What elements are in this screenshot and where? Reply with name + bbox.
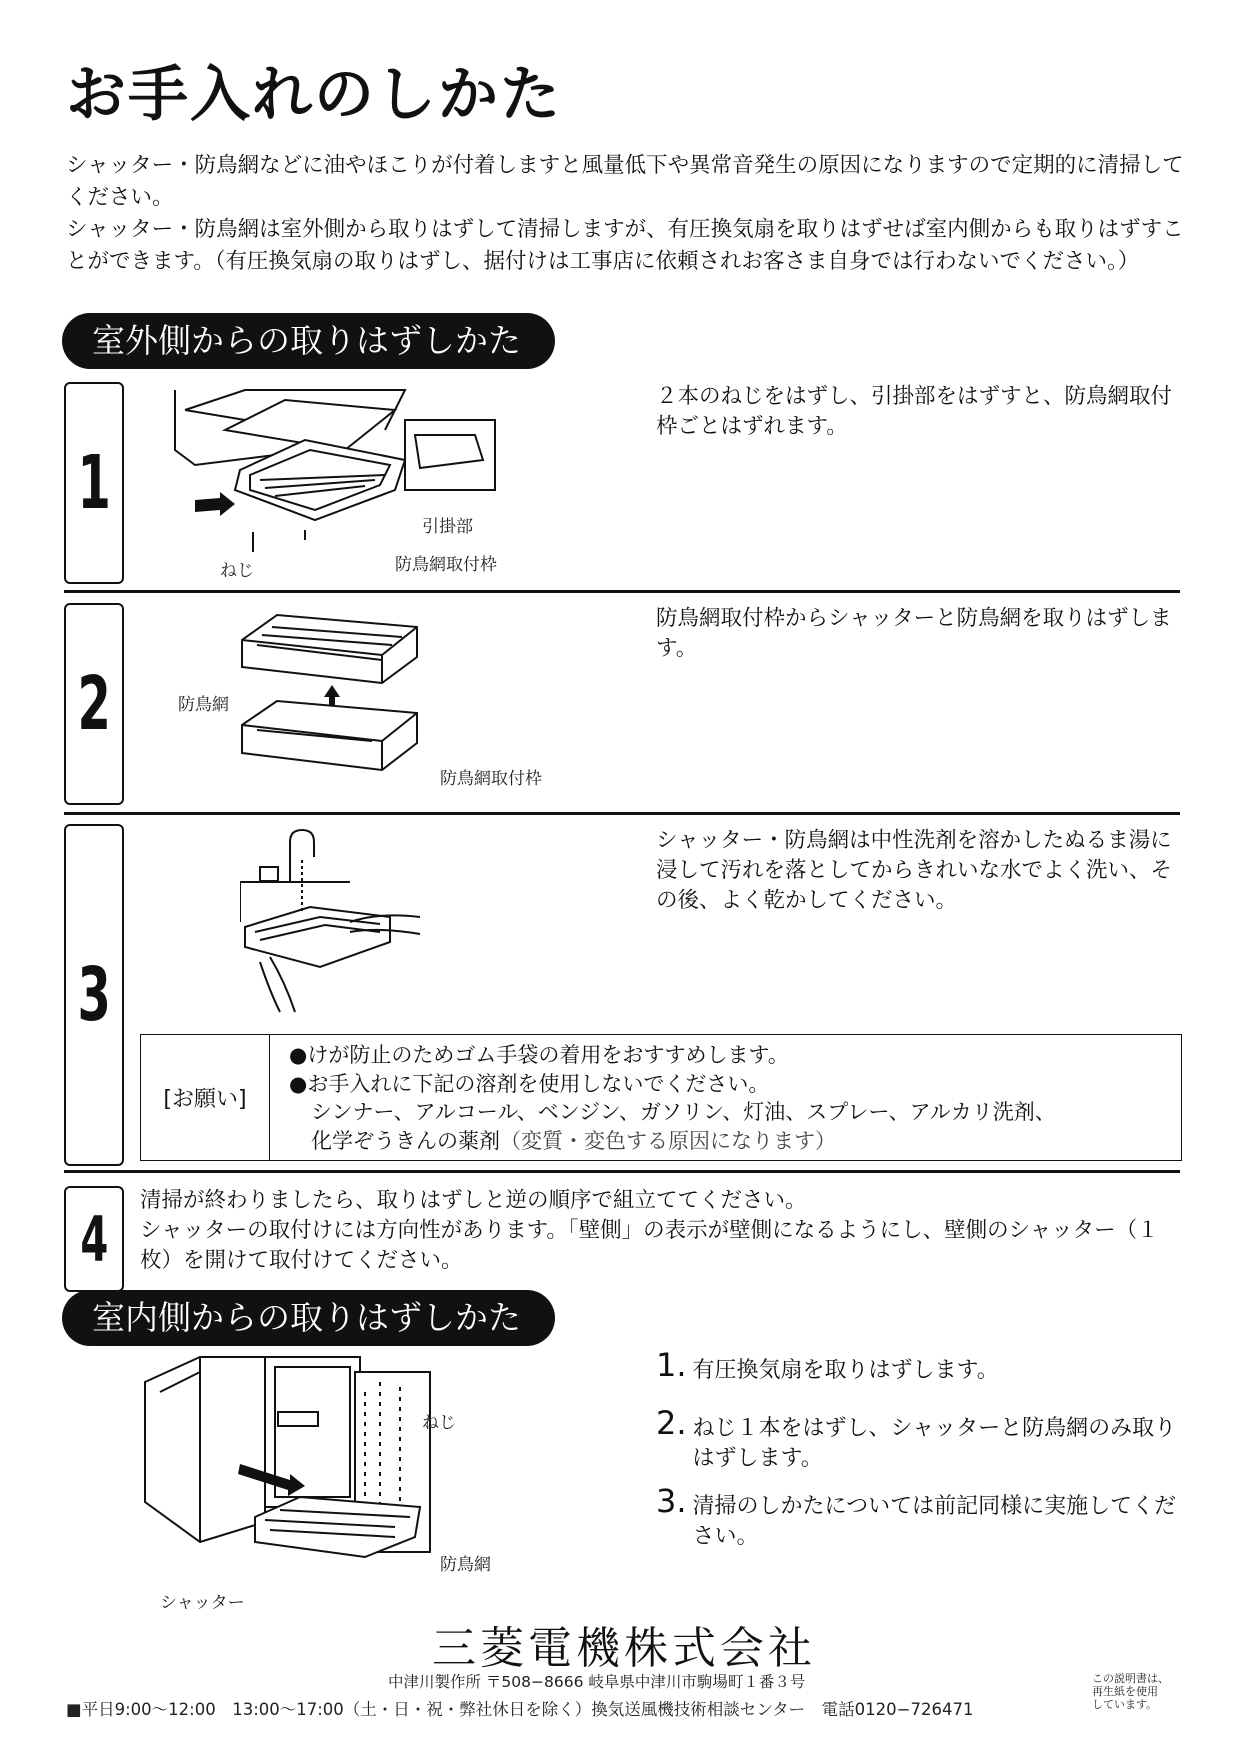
- recycle-line: 再生紙を使用: [1092, 1685, 1158, 1698]
- step1-text: ２本のねじをはずし、引掛部をはずすと、防鳥網取付枠ごとはずれます。: [656, 384, 1173, 439]
- step-number-box: [64, 824, 124, 1166]
- page-title: お手入れのしかた: [66, 60, 562, 130]
- step4-line: 清掃が終わりましたら、取りはずしと逆の順序で組立ててください。: [140, 1188, 807, 1213]
- step-number: 2: [77, 661, 111, 747]
- intro-paragraph-1: シャッター・防鳥網などに油やほこりが付着しますと風量低下や異常音発生の原因になりますので定期的に清掃してください。: [66, 153, 1184, 210]
- company-name: 三菱電機株式会社: [432, 1623, 816, 1674]
- solvent-list: シンナー、アルコール、ベンジン、ガソリン、灯油、スプレー、アルカリ洗剤、: [311, 1100, 1056, 1124]
- section-heading-outdoor: 室外側からの取りはずしかた: [62, 313, 555, 369]
- step3-illustration: [240, 822, 430, 1022]
- indoor-step-text: 有圧換気扇を取りはずします。: [692, 1358, 999, 1383]
- indoor-step: [656, 1346, 1184, 1386]
- indoor-step-number: 2.: [656, 1404, 687, 1442]
- step2-text: 防鳥網取付枠からシャッターと防鳥網を取りはずします。: [656, 606, 1172, 661]
- label-net: 防鳥網: [178, 695, 229, 715]
- caution-box: [140, 1034, 1182, 1161]
- indoor-steps: [656, 1346, 1184, 1552]
- step-number-box: [64, 603, 124, 805]
- label-net: 防鳥網: [440, 1555, 491, 1575]
- divider: [64, 812, 1180, 815]
- step2-illustration: [232, 605, 432, 785]
- label-net-frame: 防鳥網取付枠: [440, 769, 542, 789]
- step3-text: シャッター・防鳥網は中性洗剤を溶かしたぬるま湯に浸して汚れを落としてからきれいな水でよく洗い、その後、よく乾かしてください。: [656, 828, 1173, 913]
- divider: [64, 1170, 1180, 1173]
- indoor-step-number: 1.: [656, 1346, 687, 1384]
- step4-text: [140, 1186, 1184, 1276]
- factory-address: 中津川製作所 〒508−8666 岐阜県中津川市駒場町１番３号: [388, 1673, 806, 1691]
- label-screw: ねじ: [220, 561, 254, 581]
- intro-paragraph-2: シャッター・防鳥網は室外側から取りはずして清掃しますが、有圧換気扇を取りはずせば室内側からも取りはずすことができます。（有圧換気扇の取りはずし、据付けは工事店に依頼されお客さま自身では行わないでください。）: [66, 217, 1184, 274]
- step-number: 3: [77, 952, 111, 1038]
- indoor-illustration: [140, 1352, 440, 1582]
- indoor-step-number: 3.: [656, 1482, 687, 1520]
- caution-body: [289, 1041, 1056, 1155]
- indoor-step: [656, 1404, 1184, 1474]
- caution-label: [お願い]: [141, 1035, 270, 1160]
- solvent-note: （変質・変色する原因になります）: [500, 1128, 836, 1153]
- label-shutter: シャッター: [160, 1593, 245, 1613]
- indoor-step-text: 清掃のしかたについては前記同様に実施してください。: [692, 1494, 1177, 1549]
- step-number-box: [64, 382, 124, 584]
- support-contact: ■平日9:00〜12:00 13:00〜17:00（土・日・祝・弊社休日を除く）換気送風機技術相談センター 電話0120−726471: [66, 1700, 974, 1719]
- label-hook: 引掛部: [422, 517, 473, 537]
- step4-line: シャッターの取付けには方向性があります。「壁側」の表示が壁側になるようにし、壁側のシャッター（１枚）を開けて取付けてください。: [140, 1218, 1159, 1273]
- recycled-paper-note: [1092, 1672, 1169, 1711]
- solvent-list-tail: 化学ぞうきんの薬剤: [311, 1128, 500, 1153]
- section-heading-indoor: 室内側からの取りはずしかた: [62, 1290, 555, 1346]
- step-number: 4: [80, 1202, 108, 1276]
- indoor-step: [656, 1482, 1184, 1552]
- step-number-box: [64, 1186, 124, 1292]
- solvent-list-2: [289, 1127, 1056, 1156]
- caution-item: ●お手入れに下記の溶剤を使用しないでください。: [289, 1071, 770, 1096]
- label-screw: ねじ: [422, 1413, 456, 1433]
- recycle-line: しています。: [1092, 1698, 1158, 1711]
- caution-item: ●けが防止のためゴム手袋の着用をおすすめします。: [289, 1043, 789, 1067]
- recycle-line: この説明書は、: [1092, 1672, 1169, 1685]
- indoor-step-text: ねじ１本をはずし、シャッターと防鳥網のみ取りはずします。: [692, 1416, 1177, 1471]
- divider: [64, 590, 1180, 593]
- step-number: 1: [77, 440, 111, 526]
- label-net-frame: 防鳥網取付枠: [395, 555, 497, 575]
